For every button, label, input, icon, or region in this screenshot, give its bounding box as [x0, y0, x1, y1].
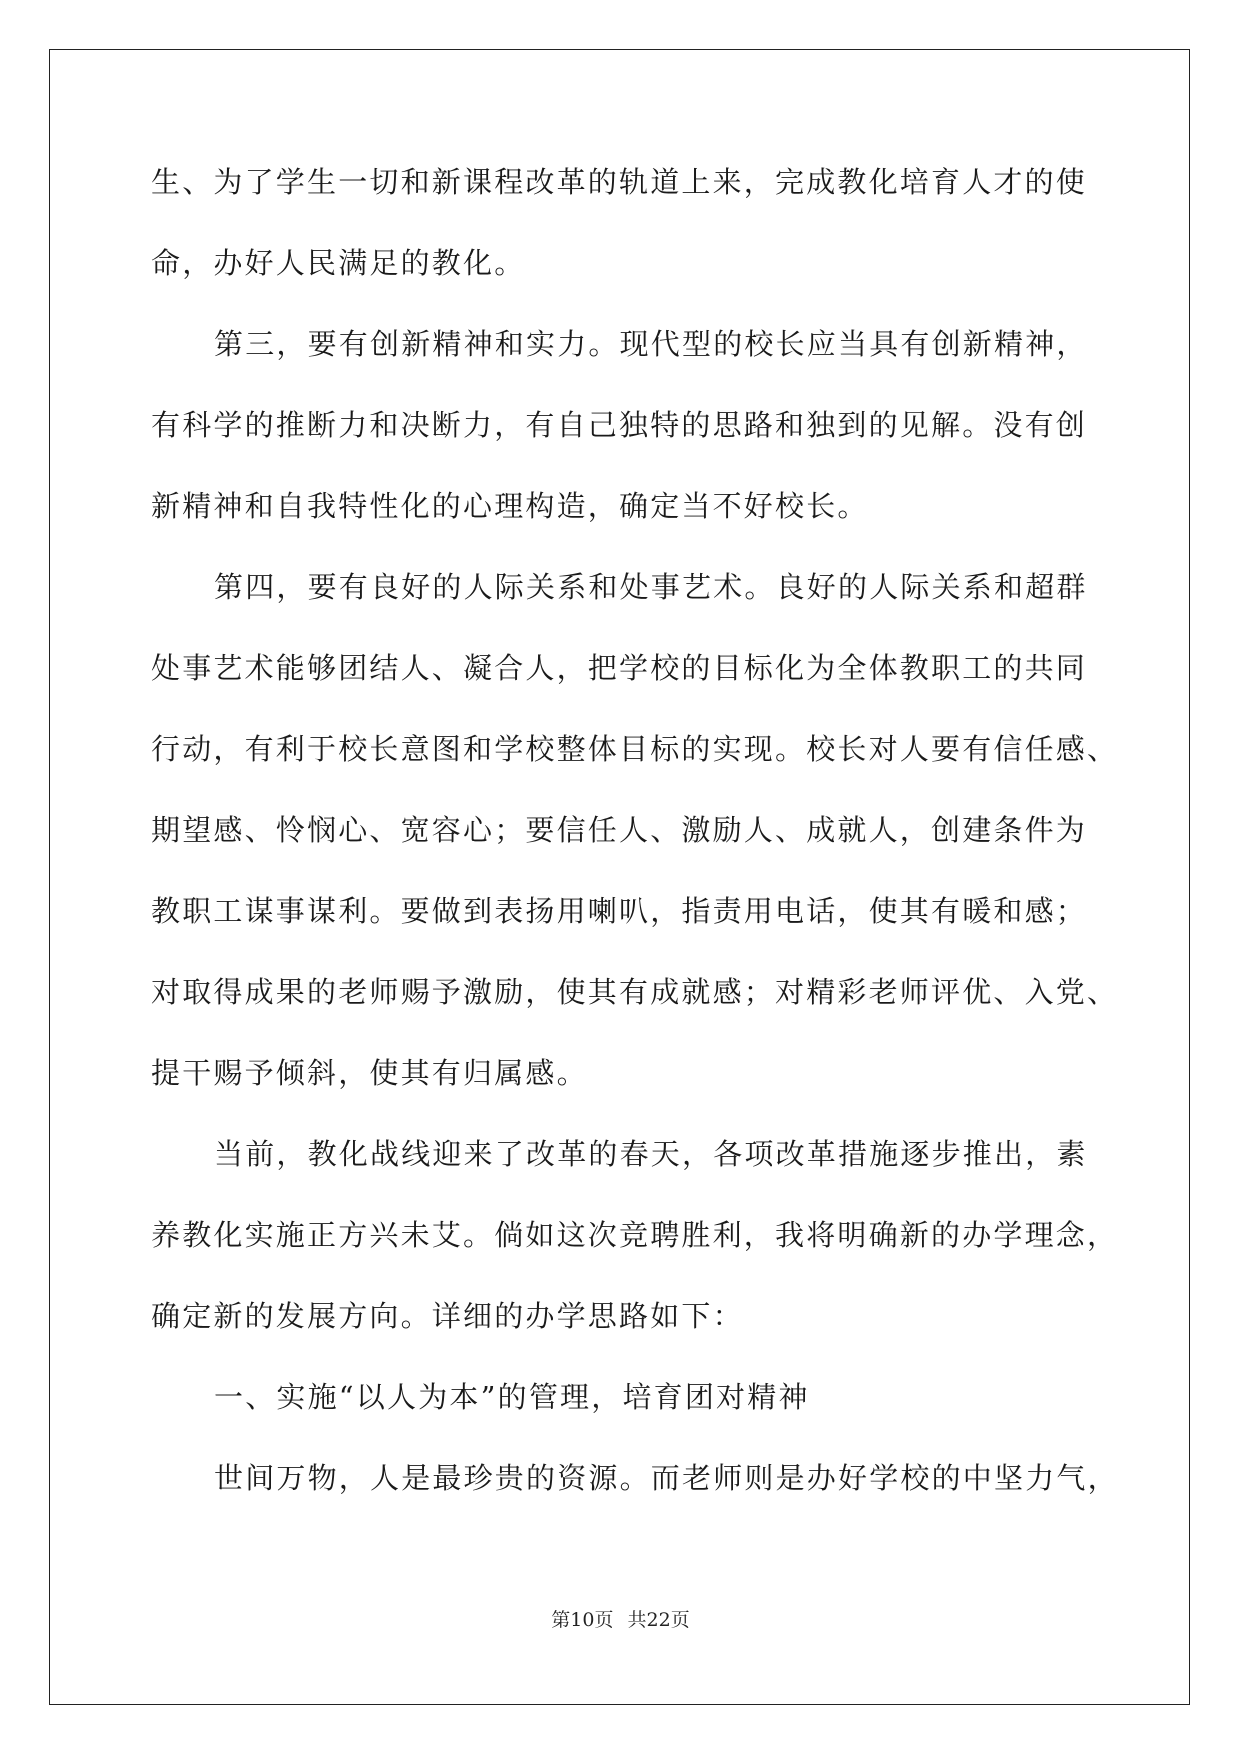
page-number: 第10页	[551, 1609, 614, 1631]
text-line: 期望感、怜悯心、宽容心；要信任人、激励人、成就人，创建条件为	[151, 813, 1088, 847]
text-line: 命，办好人民满足的教化。	[151, 246, 526, 280]
paragraph-start-line: 世间万物，人是最珍贵的资源。而老师则是办好学校的中坚力气，	[214, 1461, 1119, 1495]
paragraph-start-line: 第四，要有良好的人际关系和处事艺术。良好的人际关系和超群	[214, 570, 1088, 604]
text-line: 教职工谋事谋利。要做到表扬用喇叭，指责用电话，使其有暖和感；	[151, 894, 1088, 928]
text-line: 养教化实施正方兴未艾。倘如这次竞聘胜利，我将明确新的办学理念，	[151, 1218, 1119, 1252]
page-border	[49, 49, 1190, 1705]
text-line: 新精神和自我特性化的心理构造，确定当不好校长。	[151, 489, 869, 523]
text-line: 提干赐予倾斜，使其有归属感。	[151, 1056, 588, 1090]
page-total: 共22页	[627, 1609, 690, 1631]
text-line: 对取得成果的老师赐予激励，使其有成就感；对精彩老师评优、入党、	[151, 975, 1119, 1009]
text-line: 确定新的发展方向。详细的办学思路如下：	[151, 1299, 744, 1333]
text-line: 生、为了学生一切和新课程改革的轨道上来，完成教化培育人才的使	[151, 165, 1088, 199]
text-line: 行动，有利于校长意图和学校整体目标的实现。校长对人要有信任感、	[151, 732, 1119, 766]
text-line: 有科学的推断力和决断力，有自己独特的思路和独到的见解。没有创	[151, 408, 1088, 442]
text-line: 处事艺术能够团结人、凝合人，把学校的目标化为全体教职工的共同	[151, 651, 1088, 685]
paragraph-start-line: 当前，教化战线迎来了改革的春天，各项改革措施逐步推出，素	[214, 1137, 1088, 1171]
section-heading: 一、实施“以人为本”的管理，培育团对精神	[214, 1380, 810, 1414]
page-footer	[0, 1605, 1241, 1632]
paragraph-start-line: 第三，要有创新精神和实力。现代型的校长应当具有创新精神，	[214, 327, 1088, 361]
